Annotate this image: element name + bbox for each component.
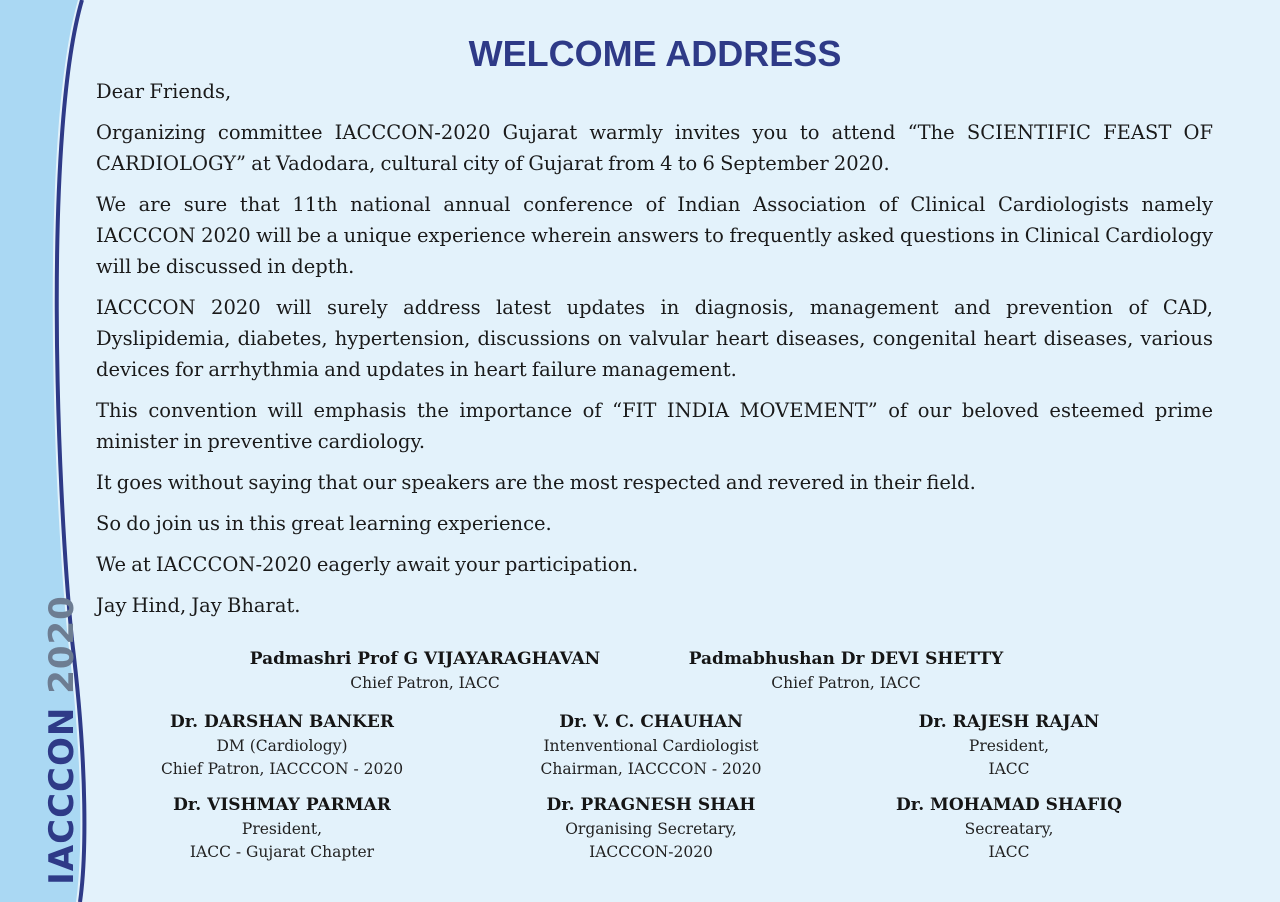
signatory-role: IACC — [988, 843, 1030, 861]
paragraph: We at IACCCON-2020 eagerly await your participation. — [96, 553, 639, 576]
letter-body — [96, 76, 1213, 631]
signatory-role: President, — [968, 737, 1050, 755]
paragraph: It goes without saying that our speakers are the most respected and revered in their field. — [96, 471, 976, 494]
side-brand-year: 2020 — [42, 595, 82, 694]
signatory-role: IACC - Gujarat Chapter — [189, 843, 375, 861]
signatory-role: DM (Cardiology) — [216, 737, 348, 755]
signatory — [161, 709, 403, 781]
signatory-role: President, — [241, 820, 323, 838]
page-title: WELCOME ADDRESS — [468, 33, 842, 74]
signatory-role: Intenventional Cardiologist — [543, 737, 759, 755]
signatory-role: IACC — [988, 760, 1030, 778]
signatory — [547, 792, 756, 864]
signatory — [250, 646, 600, 695]
signatory-name: Dr. MOHAMAD SHAFIQ — [896, 795, 1122, 815]
signatory-role: IACCCON-2020 — [589, 843, 713, 861]
signatory-name: Dr. RAJESH RAJAN — [918, 712, 1100, 732]
signatory-role: Chief Patron, IACCCON - 2020 — [160, 760, 404, 778]
paragraph: Organizing committee IACCCON-2020 Gujarat warmly invites you to attend “The SCIENTIFIC FEAST OF CARDIOLOGY” at Vadodara, cultural city of Gujarat from 4 to 6 September 2020. — [96, 121, 1213, 175]
signatory-name: Dr. VISHMAY PARMAR — [173, 795, 391, 815]
closing: Jay Hind, Jay Bharat. — [96, 594, 301, 617]
signatory-name: Dr. V. C. CHAUHAN — [559, 712, 743, 732]
signatory-name: Padmashri Prof G VIJAYARAGHAVAN — [249, 649, 601, 669]
signatory-role: Chairman, IACCCON - 2020 — [540, 760, 762, 778]
signatory — [896, 792, 1122, 864]
side-brand-name: IACCCON — [42, 706, 82, 885]
signatory-role: Chief Patron, IACC — [350, 674, 500, 692]
side-brand — [42, 595, 82, 885]
signatory-role: Chief Patron, IACC — [771, 674, 921, 692]
signatory — [173, 792, 391, 864]
signatory — [919, 709, 1100, 781]
signatory-name: Padmabhushan Dr DEVI SHETTY — [688, 649, 1004, 669]
signatory — [689, 646, 1004, 695]
signatory-role: Organising Secretary, — [565, 820, 737, 838]
signatory-role: Secreatary, — [964, 820, 1054, 838]
signatory — [541, 709, 762, 781]
paragraph: IACCCON 2020 will surely address latest updates in diagnosis, management and prevention of CAD, Dyslipidemia, diabetes, hypertension, discussions on valvular heart diseases, congenital heart diseases, various devices for arrhythmia and updates in heart failure management. — [96, 296, 1213, 381]
paragraph: So do join us in this great learning experience. — [96, 512, 552, 535]
paragraph: This convention will emphasis the importance of “FIT INDIA MOVEMENT” of our beloved esteemed prime minister in preventive cardiology. — [96, 399, 1213, 453]
paragraph: We are sure that 11th national annual conference of Indian Association of Clinical Cardiologists namely IACCCON 2020 will be a unique experience wherein answers to frequently asked questions in Clinical Cardiology will be discussed in depth. — [96, 193, 1213, 278]
signatory-name: Dr. DARSHAN BANKER — [170, 712, 394, 732]
signatory-name: Dr. PRAGNESH SHAH — [546, 795, 756, 815]
salutation: Dear Friends, — [96, 80, 232, 103]
